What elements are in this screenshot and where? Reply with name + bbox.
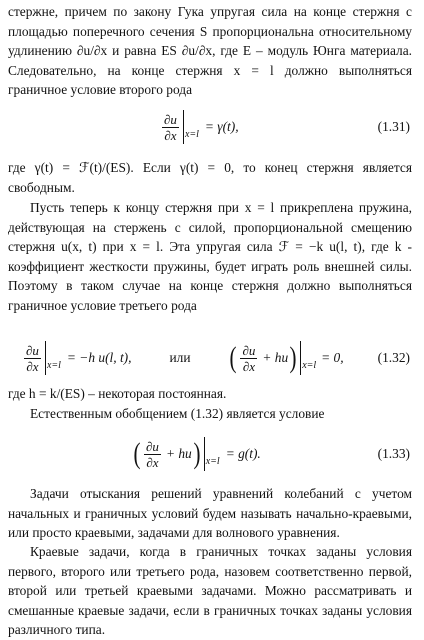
- equation-number: (1.31): [377, 119, 410, 134]
- paragraph-generalization: Естественным обобщением (1.32) является условие: [30, 406, 325, 421]
- paragraph-free-end: где γ(t) = ℱ(t)/(ES). Если γ(t) = 0, то конец стержня является свободным.: [8, 160, 412, 195]
- paragraph-hooke-law: стержне, причем по закону Гука упругая сила на конце стержня с площадью поперечного сечения S пропорциональна относительному удлинению ∂u/∂x и равна ES ∂u/∂x, где E – модуль Юнга материала. Следовательно, на конце стержня x = l должно выполняться граничное условие второго рода: [8, 4, 412, 98]
- paragraph-boundary-problems: Краевые задачи, когда в граничных точках заданы условия первого, второго или третьего рода, назовем соответственно первой, второй или третьей краевыми задачами. Можно рассматривать и смешанные краевые задачи, если в граничных точках заданы условия различного типа.: [8, 544, 412, 638]
- paragraph-constant: где h = k/(ES) – некоторая постоянная.: [8, 386, 227, 401]
- paragraph-spring: Пусть теперь к концу стержня при x = l прикреплена пружина, действующая на стержень с силой, пропорциональной смещению стержня u(x, t) при x = l. Эта упругая сила ℱ = −k u(l, t), где k - коэффициент жесткости пружины, будет играть роль внешней силы. Поэтому в таком случае на конце стержня должно выполняться граничное условие третьего рода: [8, 200, 412, 313]
- equation-number: (1.33): [377, 446, 410, 461]
- equation-1-33: ( $\frac{\partial u}{\partial x}$ + hu ) x=l = g(t). (1.33): [0, 430, 424, 478]
- paragraph-initial-boundary: Задачи отыскания решений уравнений колебаний с учетом начальных и граничных условий будем называть начально-краевыми, или просто краевыми, задачами для волнового уравнения.: [8, 486, 412, 541]
- equation-1-32: $\frac{\partial u}{\partial x}$ x=l = −h u(l, t), или ( $\frac{\partial u}{\partial x}$ + hu ) x=l = 0, (1.32): [0, 334, 424, 382]
- equation-1-31: $\frac{\partial u}{\partial x}$ x=l = γ(t), (1.31): [0, 103, 424, 151]
- equation-number: (1.32): [377, 350, 410, 365]
